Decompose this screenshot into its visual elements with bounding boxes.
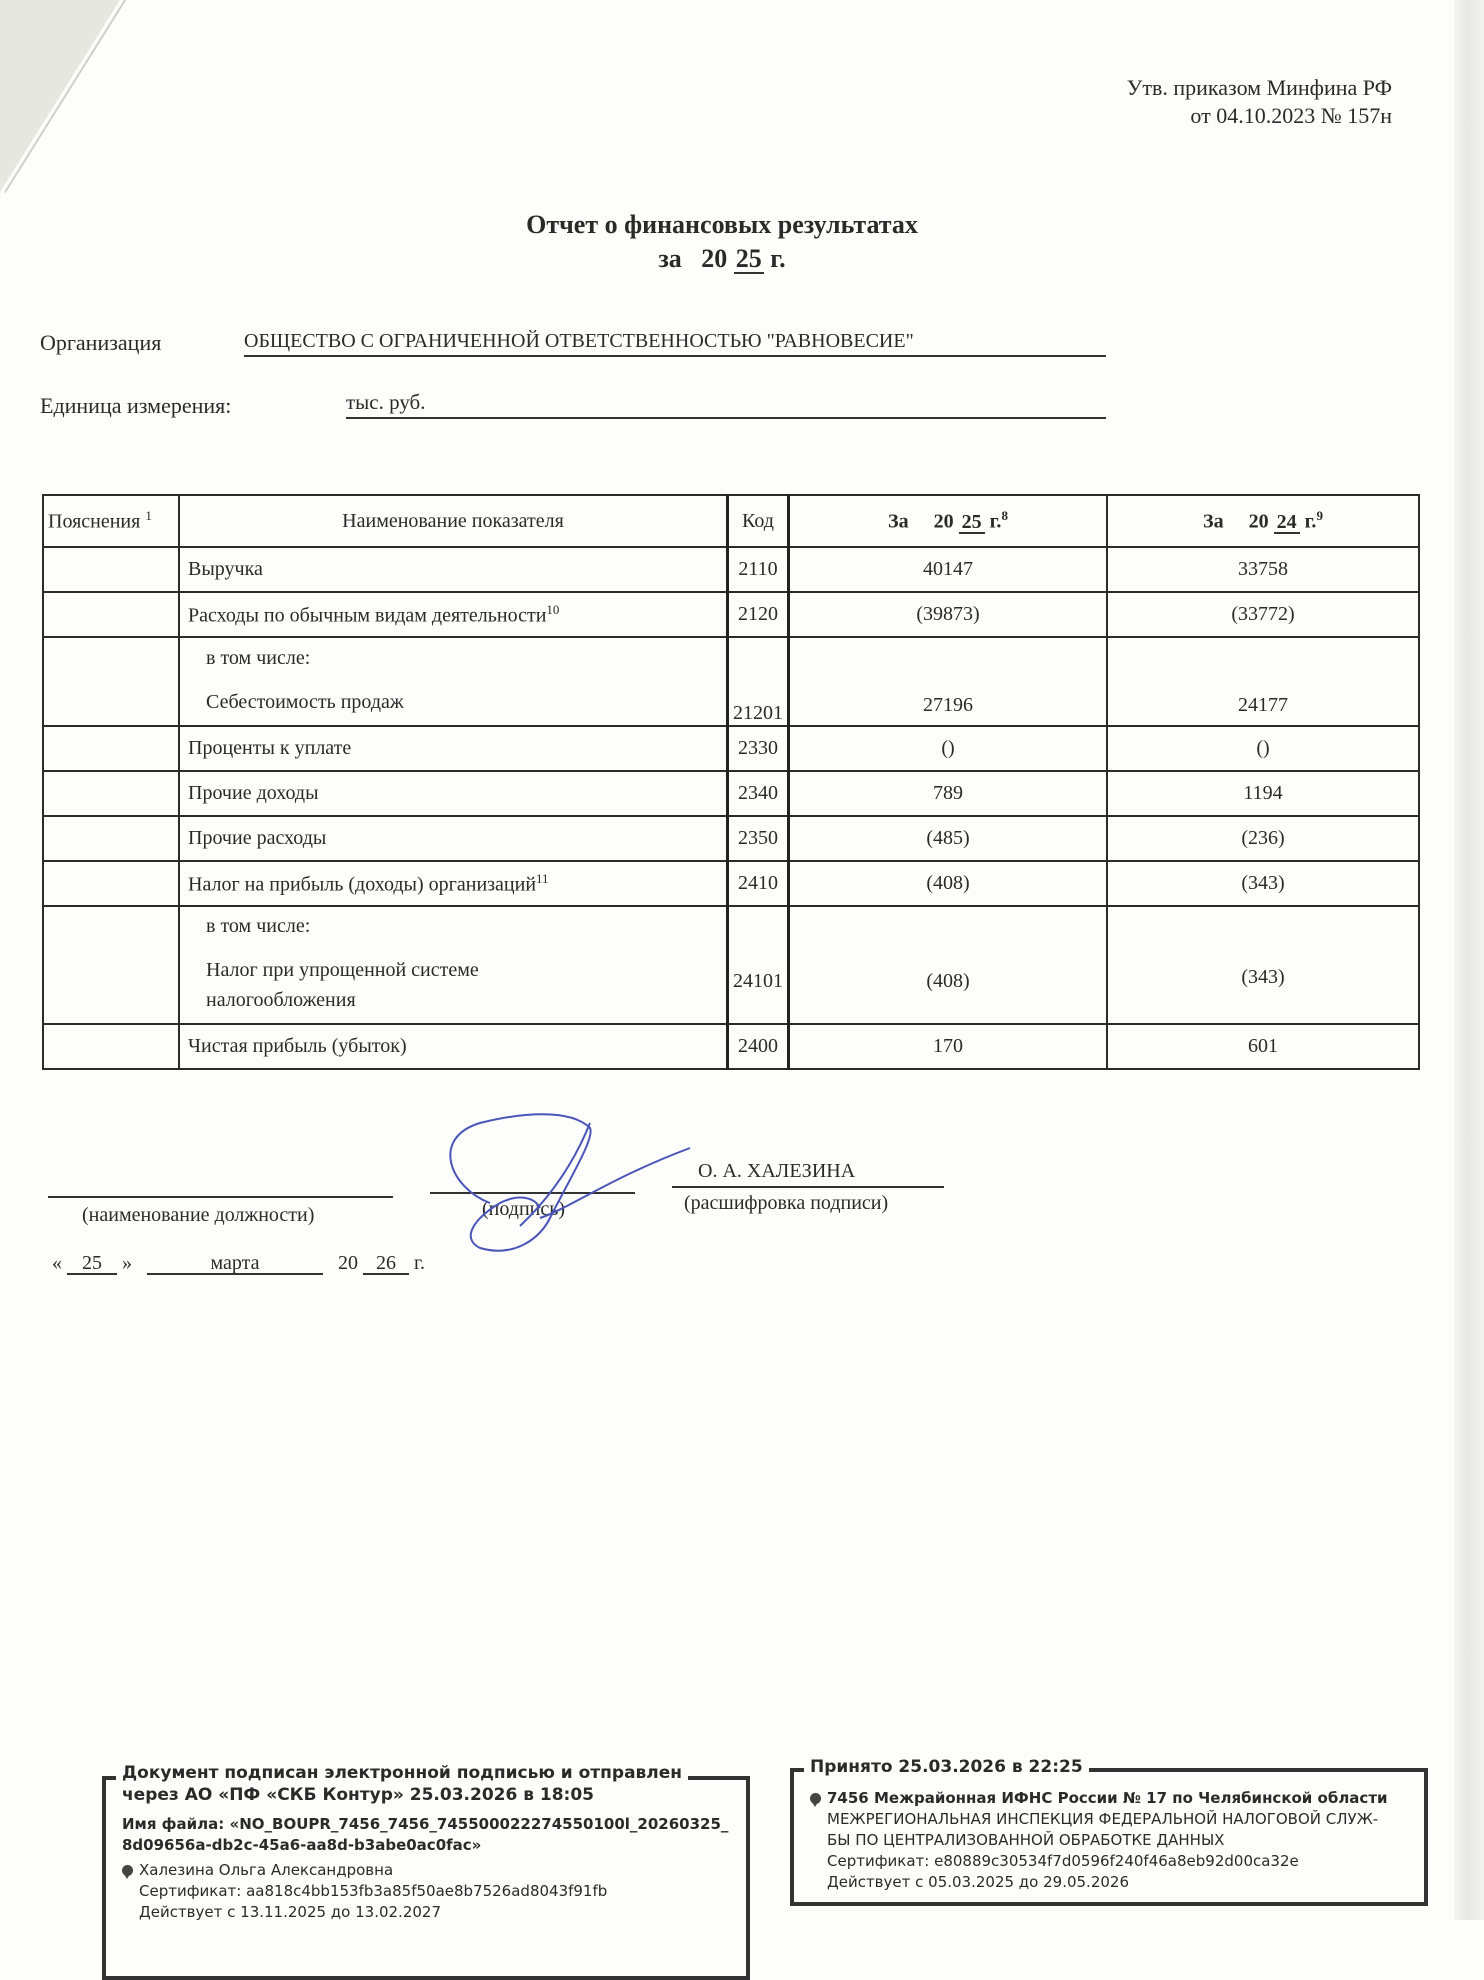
row-code: 2110 [728, 547, 789, 592]
unit-label: Единица измерения: [40, 393, 232, 418]
row-previous-value: 24177 [1107, 637, 1419, 726]
row-previous-value: () [1107, 726, 1419, 771]
row-code: 2410 [728, 861, 789, 906]
report-date: « 25 » марта 20 26 г. [52, 1252, 425, 1274]
report-title [0, 208, 1444, 276]
organization-value: ОБЩЕСТВО С ОГРАНИЧЕННОЙ ОТВЕТСТВЕННОСТЬЮ "РАВНОВЕСИЕ" [244, 330, 1106, 357]
row-name: Налог на прибыль (доходы) организаций$^{11}$ [179, 861, 728, 906]
period-year: 25 [735, 244, 762, 273]
accepted-stamp-body [810, 1788, 1388, 1893]
header-indicator-name: Наименование показателя [179, 495, 728, 547]
row-previous-value: (33772) [1107, 592, 1419, 637]
certificate-medal-icon [810, 1793, 821, 1804]
row-name: Прочие расходы [179, 816, 728, 861]
report-period [0, 242, 1444, 276]
accepted-org-line-2: БЫ ПО ЦЕНТРАЛИЗОВАННОЙ ОБРАБОТКЕ ДАННЫХ [827, 1831, 1225, 1849]
table-row [43, 547, 1419, 592]
row-code: 21201 [728, 637, 789, 726]
row-note [43, 1024, 179, 1069]
row-name: в том числе: Налог при упрощенной системе налогообложения [179, 906, 728, 1024]
accepted-certificate: Сертификат: e80889c30534f7d0596f240f46a8eb92d00ca32e [827, 1852, 1299, 1870]
handwritten-signature [420, 1108, 700, 1258]
header-notes: Пояснения $^1$ [43, 495, 179, 547]
signature-stroke [520, 1123, 690, 1226]
row-current-value: (39873) [789, 592, 1108, 637]
accepted-authority: 7456 Межрайонная ИФНС России № 17 по Челябинской области [810, 1788, 1388, 1809]
row-note [43, 816, 179, 861]
report-title-main: Отчет о финансовых результатах [526, 210, 918, 239]
table-row [43, 592, 1419, 637]
row-note [43, 861, 179, 906]
row-name: в том числе: Себестоимость продаж [179, 637, 728, 726]
period-suffix: г. [770, 244, 786, 273]
date-day: 25 [67, 1253, 117, 1275]
table-row [43, 816, 1419, 861]
certificate-medal-icon [122, 1865, 133, 1876]
row-note [43, 592, 179, 637]
scan-edge-strip [1454, 0, 1484, 1920]
approval-note [1127, 74, 1392, 130]
table-row [43, 861, 1419, 906]
row-previous-value: (343) [1107, 861, 1419, 906]
row-code: 2350 [728, 816, 789, 861]
row-previous-value: (343) [1107, 906, 1419, 1024]
row-current-value: (408) [789, 861, 1108, 906]
table-header-row [43, 495, 1419, 547]
row-previous-value: 601 [1107, 1024, 1419, 1069]
period-century: 20 [701, 244, 728, 273]
sent-certificate: Сертификат: aa818c4bb153fb3a85f50ae8b7526ad8043f91fb [139, 1882, 608, 1900]
row-note [43, 547, 179, 592]
row-code: 24101 [728, 906, 789, 1024]
header-previous-year: За 20 24 г.$^9$ [1107, 495, 1419, 547]
row-current-value: () [789, 726, 1108, 771]
row-note [43, 637, 179, 726]
table-row [43, 771, 1419, 816]
approval-line-2: от 04.10.2023 № 157н [1190, 103, 1392, 128]
row-subheading: в том числе: [206, 915, 311, 937]
row-previous-value: 1194 [1107, 771, 1419, 816]
row-current-value: (485) [789, 816, 1108, 861]
sent-validity: Действует с 13.11.2025 до 13.02.2027 [139, 1903, 441, 1921]
row-code: 2340 [728, 771, 789, 816]
tax-office-accepted-stamp [790, 1757, 1428, 1906]
header-current-year: За 20 25 г.$^8$ [789, 495, 1108, 547]
table-row [43, 637, 1419, 726]
row-name: Прочие доходы [179, 771, 728, 816]
signature-caption: (подпись) [482, 1198, 566, 1220]
row-note [43, 771, 179, 816]
signer-name-caption: (расшифровка подписи) [684, 1192, 889, 1214]
unit-value: тыс. руб. [346, 390, 1106, 419]
table-row [43, 1024, 1419, 1069]
sent-signer: Халезина Ольга Александровна [122, 1860, 728, 1881]
row-previous-value: (236) [1107, 816, 1419, 861]
row-name: Выручка [179, 547, 728, 592]
sent-stamp-body [122, 1814, 728, 1923]
organization-label: Организация [40, 330, 162, 355]
accepted-stamp-title: Принято 25.03.2026 в 22:25 [804, 1756, 1089, 1778]
row-current-value: 27196 [789, 637, 1108, 726]
row-current-value: 789 [789, 771, 1108, 816]
row-current-value: 40147 [789, 547, 1108, 592]
header-code: Код [728, 495, 789, 547]
row-code: 2120 [728, 592, 789, 637]
row-note [43, 726, 179, 771]
row-current-value: (408) [789, 906, 1108, 1024]
row-name: Чистая прибыль (убыток) [179, 1024, 728, 1069]
accepted-validity: Действует с 05.03.2025 до 29.05.2026 [827, 1873, 1129, 1891]
row-code: 2330 [728, 726, 789, 771]
sent-stamp-title: Документ подписан электронной подписью и отправлен через АО «ПФ «СКБ Контур» 25.03.2026 в 18:05 [116, 1762, 688, 1806]
signer-name: О. А. ХАЛЕЗИНА [698, 1160, 856, 1182]
financial-results-table [42, 494, 1420, 1070]
accepted-org-line-1: МЕЖРЕГИОНАЛЬНАЯ ИНСПЕКЦИЯ ФЕДЕРАЛЬНОЙ НАЛОГОВОЙ СЛУЖ- [827, 1810, 1379, 1828]
e-signature-sent-stamp [102, 1763, 750, 1980]
folded-corner [0, 0, 120, 192]
row-previous-value: 33758 [1107, 547, 1419, 592]
date-year: 26 [363, 1253, 409, 1275]
period-prefix: за [658, 244, 682, 273]
position-line [48, 1196, 393, 1198]
date-century: 20 [338, 1252, 358, 1274]
row-subheading: в том числе: [206, 647, 311, 669]
date-month: марта [147, 1253, 323, 1275]
table-row [43, 726, 1419, 771]
row-current-value: 170 [789, 1024, 1108, 1069]
row-name: Расходы по обычным видам деятельности$^{10}$ [179, 592, 728, 637]
signer-name-line [672, 1186, 944, 1188]
row-name: Проценты к уплате [179, 726, 728, 771]
row-code: 2400 [728, 1024, 789, 1069]
signature-stroke [450, 1114, 590, 1250]
row-note [43, 906, 179, 1024]
sent-file-name: Имя файла: «NO_BOUPR_7456_7456_745500022274550100l_20260325_ 8d09656a-db2c-45a6-aa8d-b3abe0ac0fac» [122, 1815, 729, 1854]
table-row [43, 906, 1419, 1024]
position-caption: (наименование должности) [82, 1204, 315, 1226]
approval-line-1: Утв. приказом Минфина РФ [1126, 75, 1392, 100]
